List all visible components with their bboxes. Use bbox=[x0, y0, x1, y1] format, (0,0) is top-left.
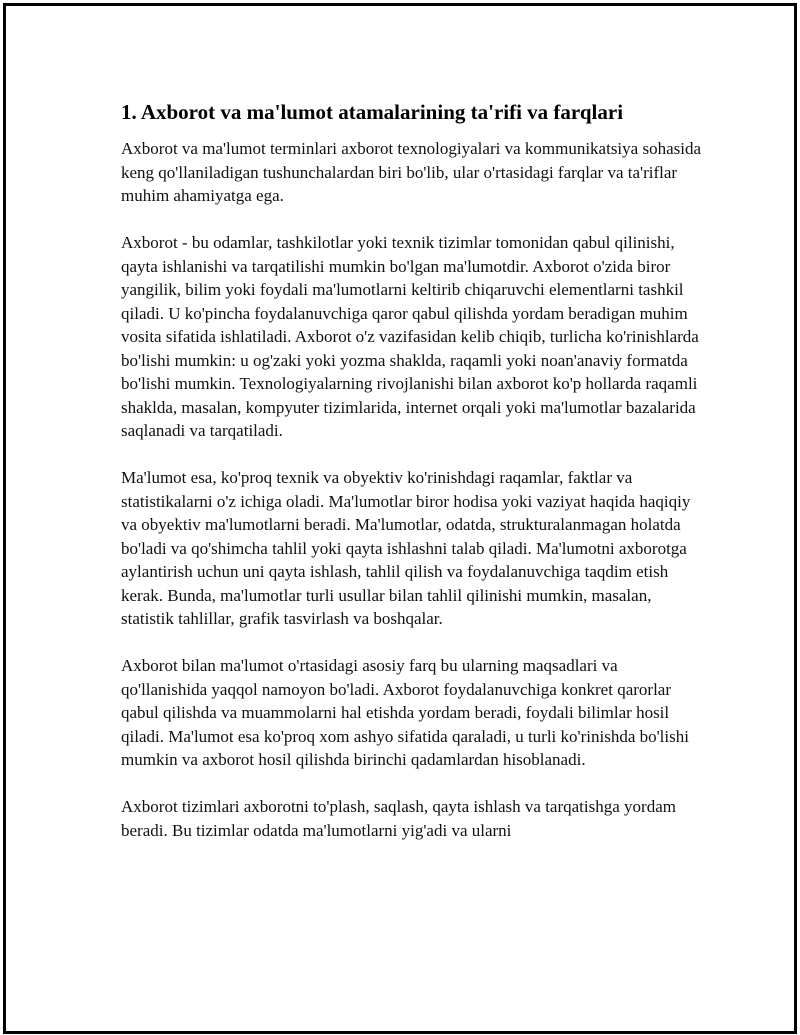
page-frame bbox=[3, 3, 797, 1034]
section-heading: 1. Axborot va ma'lumot atamalarining ta'rifi va farqlari bbox=[121, 100, 624, 124]
paragraph-information-systems: Axborot tizimlari axborotni to'plash, saqlash, qayta ishlash va tarqatishga yordam beradi. Bu tizimlar odatda ma'lumotlarni yig'adi va ularni bbox=[121, 797, 676, 840]
paragraph-main-difference: Axborot bilan ma'lumot o'rtasidagi asosiy farq bu ularning maqsadlari va qo'llanishida yaqqol namoyon bo'ladi. Axborot foydalanuvchiga konkret qarorlar qabul qilishda va muammolarni hal etishda yordam beradi, foydali bilimlar hosil qiladi. Ma'lumot esa ko'proq xom ashyo sifatida qaraladi, u turli ko'rinishda bo'lishi mumkin va axborot hosil qilishda birinchi qadamlardan hisoblanadi. bbox=[121, 656, 689, 769]
paragraph-malumot-definition: Ma'lumot esa, ko'proq texnik va obyektiv ko'rinishdagi raqamlar, faktlar va statistikalarni o'z ichiga oladi. Ma'lumotlar biror hodisa yoki vaziyat haqida haqiqiy va obyektiv ma'lumotlarni beradi. Ma'lumotlar, odatda, strukturalanmagan holatda bo'ladi va qo'shimcha tahlil yoki qayta ishlashni talab qiladi. Ma'lumotni axborotga aylantirish uchun uni qayta ishlash, tahlil qilish va foydalanuvchiga taqdim etish kerak. Bunda, ma'lumotlar turli usullar bilan tahlil qilinishi mumkin, masalan, statistik tahlillar, grafik tasvirlash va boshqalar. bbox=[121, 468, 691, 628]
paragraph-axborot-definition: Axborot - bu odamlar, tashkilotlar yoki texnik tizimlar tomonidan qabul qilinishi, qayta ishlanishi va tarqatilishi mumkin bo'lgan ma'lumotdir. Axborot o'zida biror yangilik, bilim yoki foydali ma'lumotlarni keltirib chiqaruvchi elementlarni tashkil qiladi. U ko'pincha foydalanuvchiga qaror qabul qilishda yordam beradigan muhim vosita sifatida ishlatiladi. Axborot o'z vazifasidan kelib chiqib, turlicha ko'rinishlarda bo'lishi mumkin: u og'zaki yoki yozma shaklda, raqamli yoki noan'anaviy formatda bo'lishi mumkin. Texnologiyalarning rivojlanishi bilan axborot ko'p hollarda raqamli shaklda, masalan, kompyuter tizimlarida, internet orqali yoki ma'lumotlar bazalarida saqlanadi va tarqatiladi. bbox=[121, 233, 699, 440]
document-body bbox=[121, 99, 701, 866]
paragraph-intro: Axborot va ma'lumot terminlari axborot texnologiyalari va kommunikatsiya sohasida keng qo'llaniladigan tushunchalardan biri bo'lib, ular o'rtasidagi farqlar va ta'riflar muhim ahamiyatga ega. bbox=[121, 139, 701, 205]
